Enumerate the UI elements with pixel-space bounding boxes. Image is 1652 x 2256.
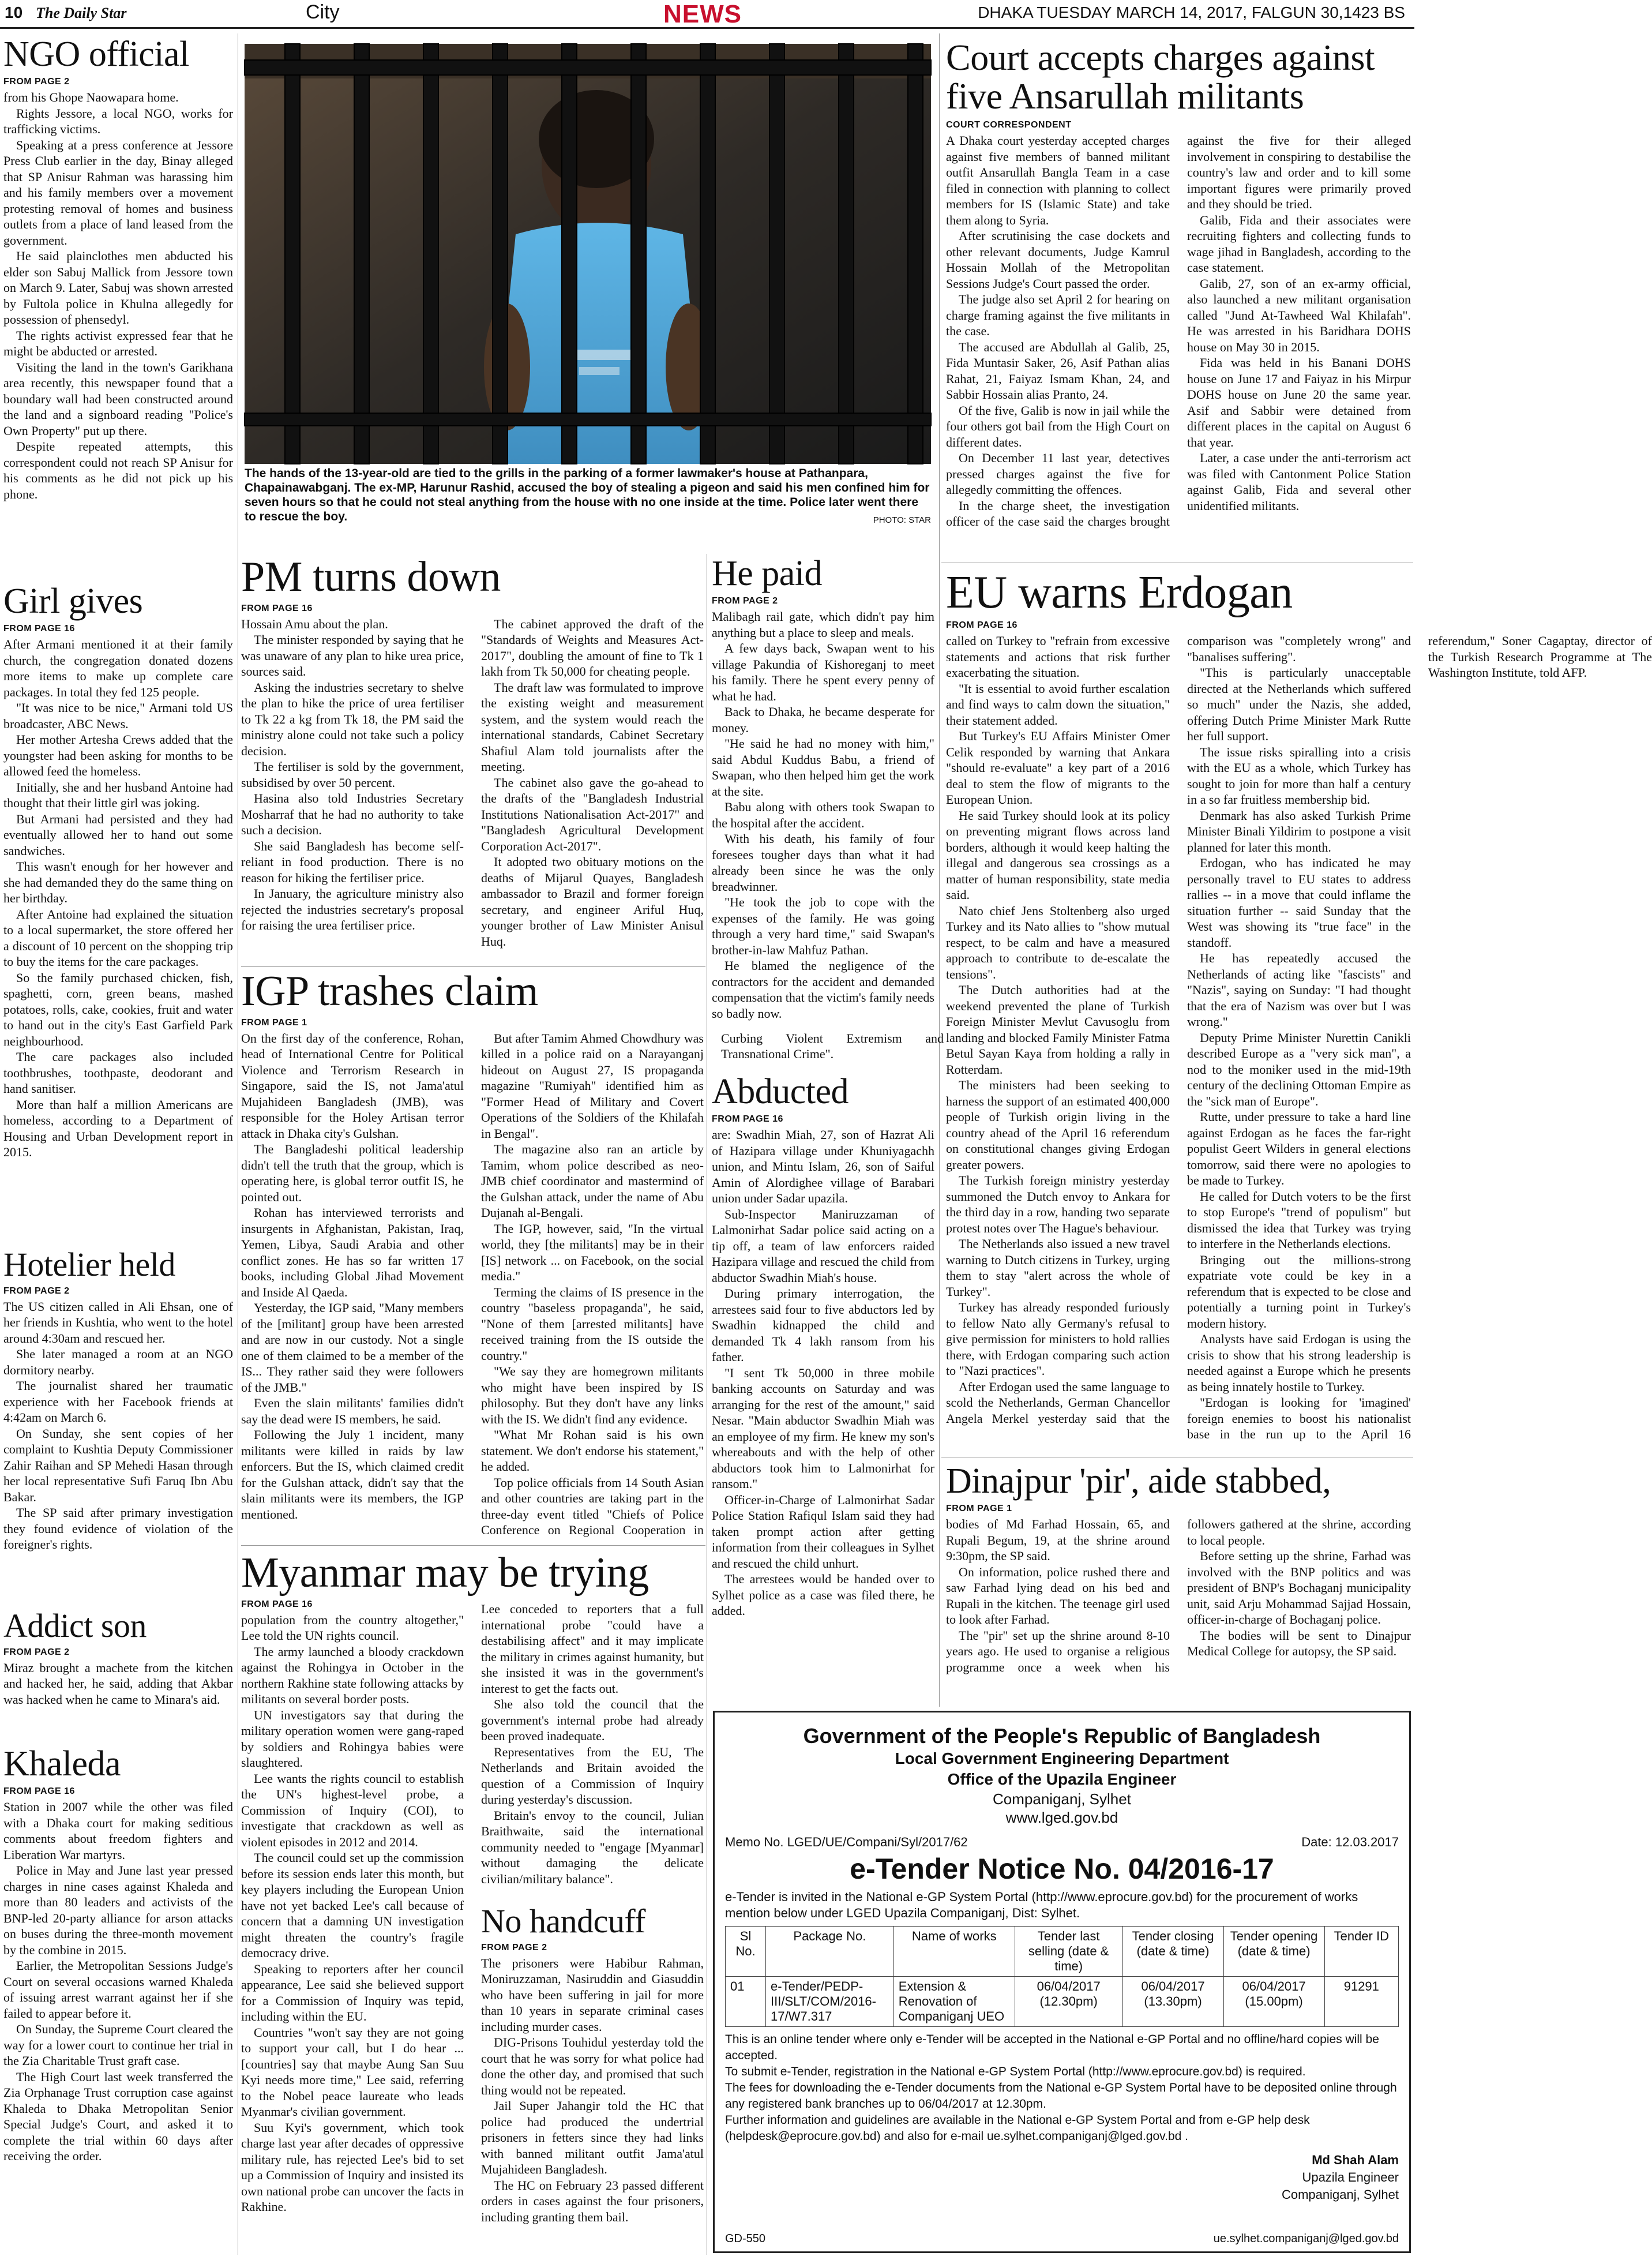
ad-notice-title: e-Tender Notice No. 04/2016-17 xyxy=(850,1853,1274,1885)
article-paragraph: Top police officials from 14 South Asian and other countries are taking part in the three-day event titled "Chiefs of Police Conference on Regional Cooperation in Curbing Violent Extremism and Transnational Crime". xyxy=(481,1030,944,1538)
th-sl: Sl No. xyxy=(726,1927,766,1977)
article-khaleda xyxy=(3,1745,233,2164)
column-rule xyxy=(939,33,940,1707)
article-paragraph: Nato chief Jens Stoltenberg also urged Turkey and its Nato allies to "show mutual respect, to be calm and have a measured approach to contribute to de-escalate the tensions". xyxy=(946,903,1170,981)
article-paragraph: The HC on February 23 passed different orders in cases against the four prisoners, including granting them bail. xyxy=(481,2178,704,2224)
article-paragraph: The High Court last week transferred the Zia Orphanage Trust corruption case against Khaleda to Dhaka Metropolitan Senior Special Judge's Court, and asked it to complete the trial within 60 days after receiving the order. xyxy=(3,2069,233,2164)
th-opening: Tender opening (date & time) xyxy=(1223,1927,1324,1977)
ad-website: www.lged.gov.bd xyxy=(1005,1809,1118,1826)
headline: Girl gives xyxy=(3,582,143,621)
article-paragraph: "He said he had no money with him," said Abdul Kuddus Babu, a friend of Swapan, who then helped him get the work at the site. xyxy=(712,736,934,799)
article-paragraph: Jail Super Jahangir told the HC that police had produced the undertrial prisoners in fetters since they had links with banned militant outfit Jama'atul Mujahideen Bangladesh. xyxy=(481,2098,704,2177)
article-paragraph: The Dutch authorities had at the weekend prevented the plane of Turkish Foreign Minister Mevlut Cavusoglu from landing and blocked Family Minister Fatma Betul Sayan Kaya from holding a rally in Rotterdam. xyxy=(946,983,1170,1077)
article-paragraph: Suu Kyi's government, which took charge last year after decades of oppressive military rule, has rejected Lee's bid to set up a Commission of Inquiry and insisted its own national probe can uncover the facts in Rakhine. xyxy=(241,2120,464,2214)
article-paragraph: The journalist shared her traumatic experience with her Facebook friends at 4:42am on March 6. xyxy=(3,1378,233,1425)
ad-intro: e-Tender is invited in the National e-GP System Portal (http://www.eprocure.gov.bd) for the procurement of works mention below under LGED Upazila Companiganj, Dist: Sylhet. xyxy=(725,1890,1358,1920)
jump-label: FROM PAGE 2 xyxy=(3,1647,70,1657)
article-paragraph: This wasn't enough for her however and she had demanded they do the same thing on her birthday. xyxy=(3,859,233,906)
article-paragraph: Sub-Inspector Maniruzzaman of Lalmonirhat Sadar police said acting on a tip off, a team of law enforcers raided Hazipara village and rescued the child from abductor Swadhin Miah's house. xyxy=(712,1206,934,1285)
article-body xyxy=(946,633,1652,1446)
article-paragraph: Rohan has interviewed terrorists and insurgents in Afghanistan, Pakistan, Iraq, Yemen, Libya, Saudi Arabia and other conflict zones. He has so far written 17 books, including Global Jihad Movement and Inside Al Qaeda. xyxy=(241,1205,464,1299)
jump-label: FROM PAGE 16 xyxy=(241,603,313,613)
article-body xyxy=(481,1955,704,2250)
caption-text: The hands of the 13-year-old are tied to the grills in the parking of a former lawmaker's house at Pathanpara, Chapainawabganj. The ex-MP, Harunur Rashid, accused the boy of stealing a pigeon and said his men confined him for seven hours so that he could not steal anything from the house with no one inside at the time. Police later went there to rescue the boy. xyxy=(245,467,930,523)
article-paragraph: After Armani mentioned it at their family church, the congregation donated dozens more items to make up complete care packages. In total they fed 125 people. xyxy=(3,637,233,699)
article-paragraph: Babu along with others took Swapan to the hospital after the accident. xyxy=(712,800,934,830)
article-paragraph: The ministers had been seeking to harness the support of an estimated 400,000 people of Turkish origin living in the country ahead of the April 16 referendum on constitutional changes giving Erdogan greater powers. xyxy=(946,1078,1170,1172)
article-paragraph: The arrestees would be handed over to Sylhet police as a case was filed there, he added. xyxy=(712,1572,934,1618)
article-paragraph: The army launched a bloody crackdown against the Rohingya in October in the northern Rakhine state following attacks by militants on several border posts. xyxy=(241,1644,464,1707)
article-paragraph: The Netherlands also issued a new travel warning to Dutch citizens in Turkey, urging them to stay "alert across the whole of Turkey". xyxy=(946,1236,1170,1299)
article-paragraph: She later managed a room at an NGO dormitory nearby. xyxy=(3,1347,233,1377)
article-paragraph: are: Swadhin Miah, 27, son of Hazrat Ali of Hazipara village under Khuniyagachh union, and Mintu Islam, 26, son of Saiful Amin of Alordighee village of Barabari union under Sadar upazila. xyxy=(712,1127,934,1206)
newspaper-logo: The Daily Star xyxy=(36,5,127,21)
jump-label: FROM PAGE 2 xyxy=(3,1286,70,1296)
article-paragraph: In the charge sheet, the investigation officer of the case said the charges brought against the five for their alleged involvement in conspiring to destabilise the country's law and order and to kill some important figures were primarily proved and they should be tried. xyxy=(946,133,1411,529)
headline: Dinajpur 'pir', aide stabbed, xyxy=(946,1461,1331,1501)
article-paragraph: "What Mr Rohan said is his own statement. We don't endorse his statement," he added. xyxy=(481,1427,704,1474)
article-paragraph: Galib, 27, son of an ex-army official, also launched a new militant organisation called "Jund At-Tawheed Wal Khilafah". He was arrested in his Baridhara DOHS house on May 30 in 2015. xyxy=(1187,276,1411,354)
article-pm-turns-down xyxy=(241,555,704,957)
article-body xyxy=(946,1516,1411,1704)
jump-label: FROM PAGE 1 xyxy=(946,1504,1012,1514)
category-label: NEWS xyxy=(663,0,742,28)
article-body xyxy=(3,1799,233,2164)
cell-tender-id: 91291 xyxy=(1324,1977,1398,2027)
tender-notice-ad xyxy=(713,1711,1411,2253)
ad-office: Office of the Upazila Engineer xyxy=(947,1770,1177,1788)
article-paragraph: bodies of Md Farhad Hossain, 65, and Rupali Begum, 19, at the shrine around 9:30pm, the SP said. xyxy=(946,1517,1170,1564)
article-paragraph: The Turkish foreign ministry yesterday summoned the Dutch envoy to Ankara for the third day in a row, handing two separate protest notes over The Hague's behaviour. xyxy=(946,1173,1170,1235)
article-paragraph: The prisoners were Habibur Rahman, Moniruzzaman, Nasiruddin and Giasuddin who have been suffering in jail for more than 10 years in separate criminal cases including murder cases. xyxy=(481,1955,704,2034)
date-line: DHAKA TUESDAY MARCH 14, 2017, FALGUN 30,1423 BS xyxy=(978,3,1405,21)
headline: Abducted xyxy=(712,1072,849,1111)
article-hotelier-held xyxy=(3,1247,233,1553)
article-paragraph: Turkey has already responded furiously to fellow Nato ally Germany's refusal to give permission for ministers to hold rallies there, with Erdogan comparing such action to "Nazi practices". xyxy=(946,1300,1170,1378)
photo-credit: PHOTO: STAR xyxy=(873,515,931,525)
article-paragraph: He said plainclothes men abducted his elder son Sabuj Mallick from Jessore town on March 9. Later, Sabuj was shown arrested by Fultola police in Khulna allegedly for possession of phensedyl. xyxy=(3,249,233,327)
article-addict-son xyxy=(3,1609,233,1707)
article-court-charges xyxy=(946,38,1411,557)
article-paragraph: On information, police rushed there and saw Farhad lying dead on his bed and Rupali in the kitchen. The teenage girl used to look after Farhad. xyxy=(946,1564,1170,1627)
article-paragraph: Visiting the land in the town's Garikhana area recently, this newspaper found that a boundary wall had been constructed around the land and a signboard reading "Police's Own Property" put up there. xyxy=(3,359,233,438)
section-rule xyxy=(241,966,705,967)
article-body xyxy=(3,636,233,1160)
cell-sl: 01 xyxy=(726,1977,766,2027)
signer-place: Companiganj, Sylhet xyxy=(1281,2187,1399,2202)
article-paragraph: population from the country altogether," Lee told the UN rights council. xyxy=(241,1612,464,1643)
note: To submit e-Tender, registration in the National e-GP System Portal (http://www.eprocure.gov.bd) is required. xyxy=(725,2065,1306,2078)
article-paragraph: called on Turkey to "refrain from excessive statements and actions that risk further exacerbating the situation. xyxy=(946,634,1170,680)
jump-label: FROM PAGE 1 xyxy=(241,1017,307,1028)
article-paragraph: "It is essential to avoid further escalation and find ways to calm down the situation," their statement added. xyxy=(946,681,1170,728)
article-paragraph: He called for Dutch voters to be the first to stop Europe's "trend of populism" but dismissed the idea that Turkey was trying to interfere in the Netherlands elections. xyxy=(1187,1189,1411,1251)
th-closing: Tender closing (date & time) xyxy=(1122,1927,1223,1977)
jail-bars-image xyxy=(245,44,931,464)
headline: No handcuff xyxy=(481,1902,645,1940)
article-paragraph: Lee wants the rights council to establish the UN's highest-level probe, a Commission of Inquiry (COI), to investigate that crackdown as well as violent episodes in 2012 and 2014. xyxy=(241,1771,464,1849)
article-paragraph: The accused are Abdullah al Galib, 25, Fida Muntasir Saker, 26, Asif Pathan alias Rahat, 21, Faiyaz Ismam Khan, 24, and Sabbir Hossain alias Pranto, 24. xyxy=(946,339,1170,402)
masthead xyxy=(0,0,1414,29)
jump-label: FROM PAGE 2 xyxy=(481,1942,547,1953)
article-paragraph: The fertiliser is sold by the government, subsidised by over 50 percent. xyxy=(241,759,464,790)
article-paragraph: A Dhaka court yesterday accepted charges against five members of banned militant outfit Ansarullah Bangla Team in a case filed in connection with planning to collect members for IS (Islamic State) and take them along to Syria. xyxy=(946,133,1170,227)
cell-closing: 06/04/2017 (13.30pm) xyxy=(1122,1977,1223,2027)
article-paragraph: Denmark has also asked Turkish Prime Minister Binali Yildirim to postpone a visit planned for later this month. xyxy=(1187,808,1411,855)
article-paragraph: Police in May and June last year pressed charges in nine cases against Khaleda and more than 80 leaders and activists of the BNP-led 20-party alliance for arson attacks on buses during the three-month movement by the combine in 2015. xyxy=(3,1863,233,1957)
jump-label: FROM PAGE 16 xyxy=(3,624,75,634)
article-paragraph: Earlier, the Metropolitan Sessions Judge's Court on several occasions warned Khaleda of issuing arrest warrant against her if she failed to appear before it. xyxy=(3,1958,233,2021)
article-paragraph: Malibagh rail gate, which didn't pay him anything but a place to sleep and meals. xyxy=(712,609,934,640)
article-paragraph: Officer-in-Charge of Lalmonirhat Sadar Police Station Rafiqul Islam said they had taken prompt action after getting information from their colleagues in Sylhet and rescued the child unhurt. xyxy=(712,1492,934,1571)
article-paragraph: Hossain Amu about the plan. xyxy=(241,616,388,631)
article-body xyxy=(3,1660,233,1708)
section-rule xyxy=(241,1545,705,1546)
byline: COURT CORRESPONDENT xyxy=(946,120,1072,130)
ad-email-link[interactable]: ue.sylhet.companiganj@lged.gov.bd xyxy=(1213,2232,1399,2245)
headline: PM turns down xyxy=(241,553,501,601)
article-paragraph: Erdogan, who has indicated he may personally travel to EU states to address rallies -- in a move that could inflame the situation further -- said Sunday that the West was showing its "true face" in the standoff. xyxy=(1187,856,1411,950)
th-package: Package No. xyxy=(766,1927,894,1977)
article-paragraph: The cabinet also gave the go-ahead to the drafts of the "Bangladesh Industrial Institutions Nationalisation Act-2017" and "Bangladesh Agricultural Development Corporation Act-2017". xyxy=(481,775,704,853)
article-paragraph: Analysts have said Erdogan is using the crisis to show that his strong leadership is needed against a Europe which he presents as being innately hostile to Turkey. xyxy=(1187,1332,1411,1394)
article-paragraph: The cabinet approved the draft of the "Standards of Weights and Measures Act-2017", doubling the amount of fine to Tk 1 lakh from Tk 50,000 for cheating people. xyxy=(481,616,704,679)
article-paragraph: She said Bangladesh has become self-reliant in food production. There is no reason for hiking the fertiliser price. xyxy=(241,838,464,885)
article-paragraph: Galib, Fida and their associates were recruiting fighters and collecting funds to wage jihad in Bangladesh, according to the case statement. xyxy=(1187,212,1411,275)
headline: NGO official xyxy=(3,35,189,74)
article-paragraph: A few days back, Swapan went to his village Pakundia of Kishoreganj to meet his family. There he spent every penny of what he had. xyxy=(712,641,934,703)
article-abducted xyxy=(712,1073,934,1727)
article-paragraph: But Turkey's EU Affairs Minister Omer Celik responded by warning that Ankara "should re-evaluate" a key part of a 2016 deal to stem the flow of migrants to the European Union. xyxy=(946,729,1170,807)
article-paragraph: The bodies will be sent to Dinajpur Medical College for autopsy, the SP said. xyxy=(1187,1628,1411,1659)
photo-caption xyxy=(245,466,931,527)
article-paragraph: In January, the agriculture ministry also rejected the industries secretary's proposal for raising the urea fertiliser price. xyxy=(241,886,464,933)
ad-signature-block xyxy=(725,2152,1399,2203)
article-paragraph: "He took the job to cope with the expenses of the family. He was going through a very hard time," said Swapan's brother-in-law Mahfuz Pathan. xyxy=(712,895,934,957)
article-paragraph: Bringing out the millions-strong expatriate vote could be key in a referendum that is expected to be close and potentially a turning point in Turkey's modern history. xyxy=(1187,1252,1411,1331)
article-paragraph: He has repeatedly accused the Netherlands of acting like "fascists" and "Nazis", saying on Sunday: "I had thought that the era of Nazism was over but I was wrong." xyxy=(1187,951,1411,1029)
article-paragraph: On Sunday, the Supreme Court cleared the way for a lower court to continue her trial in the Zia Charitable Trust graft case. xyxy=(3,2022,233,2068)
jump-label: FROM PAGE 2 xyxy=(712,596,778,606)
article-eu-warns-erdogan xyxy=(946,567,1652,1446)
article-paragraph: On the first day of the conference, Rohan, head of International Centre for Political Violence and Terrorism Research in Singapore, said the IS, not Jama'atul Mujahideen Bangladesh (JMB), was responsible for the Holey Artisan terror attack in Dhaka city's Gulshan. xyxy=(241,1030,464,1141)
article-paragraph: During primary interrogation, the arrestees said four to five abductors led by Swadhin kidnapped the child and demanded Tk 4 lakh ransom from his father. xyxy=(712,1286,934,1365)
headline: Hotelier held xyxy=(3,1246,175,1283)
memo-number: Memo No. LGED/UE/Compani/Syl/2017/62 xyxy=(725,1835,968,1849)
article-paragraph: "I sent Tk 50,000 in three mobile banking accounts on Saturday and was arranging for the rest of the amount," said Nesar. "Main abductor Swadhin Miah was an employee of my firm. He knew my son's whereabouts and with the help of other abductors took him to Lalmonirhat for ransom." xyxy=(712,1365,934,1491)
article-paragraph: UN investigators say that during the military operation women were gang-raped by soldiers and Rohingya babies were slaughtered. xyxy=(241,1707,464,1770)
article-paragraph: The US citizen called in Ali Ehsan, one of her friends in Kushtia, who went to the hotel around 4:30am and rescued her. xyxy=(3,1299,233,1346)
article-paragraph: It adopted two obituary motions on the deaths of Mijarul Quayes, Bangladesh ambassador to Brazil and former foreign secretary, and engineer Ariful Huq, younger brother of Law Minister Anisul Huq. xyxy=(481,855,704,949)
article-paragraph: Miraz brought a machete from the kitchen and hacked her, he said, adding that Akbar was hacked when he came to Minara's aid. xyxy=(3,1660,233,1707)
article-body xyxy=(712,609,934,1059)
article-paragraph: Rutte, under pressure to take a hard line against Erdogan as he faces the far-right populist Geert Wilders in general elections tomorrow, said there were no apologies to be made to Turkey. xyxy=(1187,1110,1411,1187)
page-number: 10 xyxy=(5,3,23,21)
article-paragraph: Her mother Artesha Crews added that the youngster had been asking for months to be allowed feed the homeless. xyxy=(3,732,233,779)
article-paragraph: Britain's envoy to the council, Julian Braithwaite, said the international community needed to "engage [Myanmar] without damaging the delicate civilian/military balance". xyxy=(481,1808,704,1886)
article-paragraph: Fida was held in his Banani DOHS house on June 17 and Faiyaz in his Mirpur DOHS house on June 20 the same year. Asif and Sabbir were detained from different places in the capital on August 6 that year. xyxy=(1187,355,1411,449)
headline: Myanmar may be trying xyxy=(241,1549,649,1597)
table-row xyxy=(726,1977,1399,2027)
article-paragraph: But Armani had persisted and they had eventually allowed her to hand out some sandwiches. xyxy=(3,811,233,858)
ad-government-title: Government of the People's Republic of Bangladesh xyxy=(803,1724,1321,1748)
article-paragraph: After Erdogan used the same language to scold the Netherlands, German Chancellor Angela Merkel yesterday said that the comparison was "completely wrong" and "banalises suffering". xyxy=(946,634,1411,1426)
cell-selling: 06/04/2017 (12.30pm) xyxy=(1015,1977,1122,2027)
article-dinajpur xyxy=(946,1463,1411,1704)
jump-label: FROM PAGE 16 xyxy=(3,1786,75,1797)
article-ngo-official xyxy=(3,36,233,502)
article-he-paid xyxy=(712,555,934,1059)
section-name: City xyxy=(306,1,340,23)
headline: Addict son xyxy=(3,1607,147,1644)
article-paragraph: Even the slain militants' families didn't say the dead were IS members, he said. xyxy=(241,1396,464,1426)
headline: IGP trashes claim xyxy=(241,968,538,1015)
tender-table-header xyxy=(726,1927,1399,1977)
ad-gd-number: GD-550 xyxy=(725,2232,766,2245)
article-body xyxy=(241,616,704,957)
article-paragraph: from his Ghope Naowapara home. xyxy=(3,90,179,105)
article-paragraph: Speaking to reporters after her council appearance, Lee said she believed support for a Commission of Inquiry was tepid, including within the EU. xyxy=(241,1961,464,2024)
ad-memo-row xyxy=(725,1835,1399,1850)
article-paragraph: The SP said after primary investigation they found evidence of violation of the foreigner's rights. xyxy=(3,1505,233,1552)
article-paragraph: Representatives from the EU, The Netherlands and Britain avoided the question of a Commission of Inquiry during yesterday's discussion. xyxy=(481,1744,704,1807)
article-paragraph: DIG-Prisons Touhidul yesterday told the court that he was sorry for what police had done the other day, and promised that such thing would not be repeated. xyxy=(481,2035,704,2097)
article-paragraph: Deputy Prime Minister Nurettin Canikli described Europe as a "very sick man", a nod to the moniker used in the mid-19th century of the declining Ottoman Empire as the "sick man of Europe". xyxy=(1187,1030,1411,1108)
article-paragraph: She also told the council that the government's internal probe had already been proved inadequate. xyxy=(481,1697,704,1743)
article-paragraph: The care packages also included toothbrushes, toothpaste, deodorant and hand sanitiser. xyxy=(3,1050,233,1096)
article-body xyxy=(241,1612,464,2247)
jump-label: FROM PAGE 16 xyxy=(712,1114,783,1125)
ad-notes xyxy=(725,2032,1399,2145)
news-photo xyxy=(245,44,931,464)
article-paragraph: Yesterday, the IGP said, "Many members of the [militant] group have been arrested and are now in our custody. Not a single one of them claimed to be a member of the IS... They rather said they were followers of the JMB." xyxy=(241,1301,464,1395)
article-paragraph: Despite repeated attempts, this correspondent could not reach SP Anisur for his comments as he did not pick up his phone. xyxy=(3,439,233,501)
headline: He paid xyxy=(712,554,823,593)
article-paragraph: Initially, she and her husband Antoine had thought that their little girl was joking. xyxy=(3,780,233,811)
article-paragraph: With his death, his family of four foresees tougher days than what it had already been since he was the only breadwinner. xyxy=(712,831,934,894)
note: The fees for downloading the e-Tender documents from the National e-GP System Portal have to be deposited online through any registered bank branches up to 06/04/2017 at 12.30pm. xyxy=(725,2081,1397,2111)
article-paragraph: After Antoine had explained the situation to a local supermarket, the store offered her a discount of 10 percent on the shopping trip to buy the items for the care packages. xyxy=(3,906,233,969)
article-paragraph: The IGP, however, said, "In the virtual world, they [the militants] may be in their [IS] network ... on Facebook, on the social media." xyxy=(481,1221,704,1284)
article-paragraph: "It was nice to be nice," Armani told US broadcaster, ABC News. xyxy=(3,700,233,731)
article-body xyxy=(3,1299,233,1553)
article-paragraph: The council could set up the commission before its session ends later this month, but key players including the European Union have not yet backed Lee's call because of concern that a damning UN investigation might threaten the country's fragile democracy drive. xyxy=(241,1850,464,1961)
article-myanmar-continued xyxy=(481,1601,704,1901)
th-selling: Tender last selling (date & time) xyxy=(1015,1927,1122,1977)
article-paragraph: Hasina also told Industries Secretary Mosharraf that he had no authority to take such a decision. xyxy=(241,791,464,838)
signer-name: Md Shah Alam xyxy=(1312,2153,1399,2167)
article-paragraph: Speaking at a press conference at Jessore Press Club earlier in the day, Binay alleged that SP Anisur Rahman was harassing him and his family members over a movement protesting removal of homes and business outlets from a place of land leased from the government. xyxy=(3,137,233,248)
note: This is an online tender where only e-Tender will be accepted in the National e-GP Portal and no offline/hard copies will be accepted. xyxy=(725,2033,1379,2062)
article-paragraph: Rights Jessore, a local NGO, works for trafficking victims. xyxy=(3,106,233,137)
tender-table xyxy=(725,1926,1399,2027)
jump-label: FROM PAGE 16 xyxy=(241,1599,313,1609)
article-paragraph: The "pir" set up the shrine around 8-10 years ago. He used to organise a religious programme once a week when his followers gathered at the shrine, according to local people. xyxy=(946,1517,1411,1674)
article-body xyxy=(3,89,233,502)
headline: EU warns Erdogan xyxy=(946,567,1293,618)
note: Further information and guidelines are available in the National e-GP System Portal and from e-GP help desk (helpdesk@eprocure.gov.bd) and also for e-mail ue.sylhet.companiganj@lged.gov.bd . xyxy=(725,2113,1310,2143)
article-paragraph: He said Turkey should look at its policy on preventing migrant flows across land borders, although it would keep halting the illegal and dangerous sea crossings as a matter of human responsibility, state media said. xyxy=(946,808,1170,902)
article-body xyxy=(712,1127,934,1727)
cell-works: Extension & Renovation of Companiganj UEO xyxy=(893,1977,1015,2027)
article-paragraph: The Bangladeshi political leadership didn't tell the truth that the group, which is operating here, is global terror outfit IS, he pointed out. xyxy=(241,1142,464,1204)
th-works: Name of works xyxy=(893,1927,1015,1977)
article-paragraph: More than half a million Americans are homeless, according to a Department of Housing and Urban Development report in 2015. xyxy=(3,1097,233,1160)
article-paragraph: So the family purchased chicken, fish, spaghetti, corn, green beans, mashed potatoes, rolls, cake, cookies, fruit and water to hand out in the city's East Garfield Park neighbourhood. xyxy=(3,970,233,1048)
headline: Khaleda xyxy=(3,1744,121,1783)
article-paragraph: The judge also set April 2 for hearing on charge framing against the five militants in the case. xyxy=(946,292,1170,339)
cell-package: e-Tender/PEDP-III/SLT/COM/2016-17/W7.317 xyxy=(766,1977,894,2027)
article-girl-gives xyxy=(3,583,233,1160)
cell-opening: 06/04/2017 (15.00pm) xyxy=(1223,1977,1324,2027)
article-paragraph: Later, a case under the anti-terrorism act was filed with Cantonment Police Station against Galib, Fida and several other unidentified militants. xyxy=(1187,451,1411,513)
article-paragraph: Back to Dhaka, he became desperate for money. xyxy=(712,704,934,735)
article-paragraph: Before setting up the shrine, Farhad was involved with the BNP politics and was president of BNP's Bochaganj municipality unit, said Arju Mohammad Sajjad Hossain, officer-in-charge of Bochaganj police. xyxy=(1187,1549,1411,1627)
ad-department: Local Government Engineering Department xyxy=(895,1749,1229,1767)
article-paragraph: The magazine also ran an article by Tamim, whom police described as neo-JMB chief coordinator and mastermind of the Gulshan attack, under the name of Abu Dujanah al-Bengali. xyxy=(481,1142,704,1220)
article-paragraph: The rights activist expressed fear that he might be abducted or arrested. xyxy=(3,328,233,359)
signer-title: Upazila Engineer xyxy=(1302,2170,1399,2184)
article-body xyxy=(946,133,1411,557)
article-paragraph: Lee conceded to reporters that a full international probe "could have a destabilising affect" and it may implicate the military in crimes against humanity, but she insisted it was in the government's interest to get the facts out. xyxy=(481,1602,704,1696)
jump-label: FROM PAGE 16 xyxy=(946,620,1018,630)
article-paragraph: "We say they are homegrown militants who might have been inspired by IS philosophy. But they don't have any links with the IS. We didn't find any evidence. xyxy=(481,1364,704,1426)
article-paragraph: The minister responded by saying that he was unaware of any plan to hike urea price, sources said. xyxy=(241,632,464,679)
article-paragraph: The issue risks spiralling into a crisis with the EU as a whole, which Turkey has sought to join for more than half a century in a so far fruitless membership bid. xyxy=(1187,744,1411,807)
article-paragraph: "This is particularly unacceptable directed at the Netherlands which suffered so much" under the Nazis, she added, offering Dutch Prime Minister Mark Rutte her full support. xyxy=(1187,665,1411,743)
article-paragraph: Station in 2007 while the other was filed with a Dhaka court for making seditious comments about freedom fighters and Liberation War martyrs. xyxy=(3,1800,233,1862)
article-paragraph: Following the July 1 incident, many militants were killed in raids by law enforcers. But the IS, which claimed credit for the Gulshan attack, didn't say that the slain militants were its members, the IGP mentioned. xyxy=(241,1427,464,1522)
article-paragraph: Of the five, Galib is now in jail while the four others got bail from the High Court on different dates. xyxy=(946,403,1170,449)
article-no-handcuff xyxy=(481,1904,704,2250)
article-paragraph: Asking the industries secretary to shelve the plan to hike the price of urea fertiliser to Tk 22 a kg from Tk 18, the PM said the ministry alone could not take such a policy decision. xyxy=(241,680,464,758)
ad-location: Companiganj, Sylhet xyxy=(993,1790,1131,1808)
jump-label: FROM PAGE 2 xyxy=(3,77,70,87)
headline: Court accepts charges against five Ansarullah militants xyxy=(946,37,1375,117)
article-paragraph: On Sunday, she sent copies of her complaint to Kushtia Deputy Commissioner Zahir Raihan and SP Mehedi Hasan through her local representative Sufi Faruq Ibn Abu Bakar. xyxy=(3,1426,233,1504)
article-paragraph: Countries "won't say they are not going to support your call, but I do hear ... [countries] say that maybe Aung San Suu Kyi needs more time," Lee said, referring to the Nobel peace laureate who leads Myanmar's civilian government. xyxy=(241,2025,464,2119)
article-paragraph: The draft law was formulated to improve the existing weight and measurement system, and the system would reach the international standards, Cabinet Secretary Shafiul Alam told journalists after the meeting. xyxy=(481,680,704,774)
article-paragraph: He blamed the negligence of the contractors for the accident and demanded compensation that the victim's family needs so badly now. xyxy=(712,958,934,1021)
article-paragraph: But after Tamim Ahmed Chowdhury was killed in a police raid on a Narayanganj hideout on August 27, IS propaganda magazine "Rumiyah" identified him as "Former Head of Military and Covert Operations of the Soldiers of the Khilafah in Bengal". xyxy=(481,1030,704,1141)
article-paragraph: On December 11 last year, detectives pressed charges against the five for allegedly committing the offences. xyxy=(946,451,1170,497)
th-tender-id: Tender ID xyxy=(1324,1927,1398,1977)
article-paragraph: Terming the claims of IS presence in the country "baseless propaganda", he said, "None of them [arrested militants] have received training from the IS outside the country." xyxy=(481,1284,704,1363)
article-paragraph: After scrutinising the case dockets and other relevant documents, Judge Kamrul Hossain Mollah of the Metropolitan Sessions Judge's Court passed the order. xyxy=(946,228,1170,291)
article-paragraph: "Erdogan is looking for 'imagined' foreign enemies to boost his nationalist base in the run up to the April 16 referendum," Soner Cagaptay, director of the Turkish Research Programme at The Washington Institute, told AFP. xyxy=(1187,634,1652,1441)
memo-date: Date: 12.03.2017 xyxy=(1301,1835,1399,1849)
